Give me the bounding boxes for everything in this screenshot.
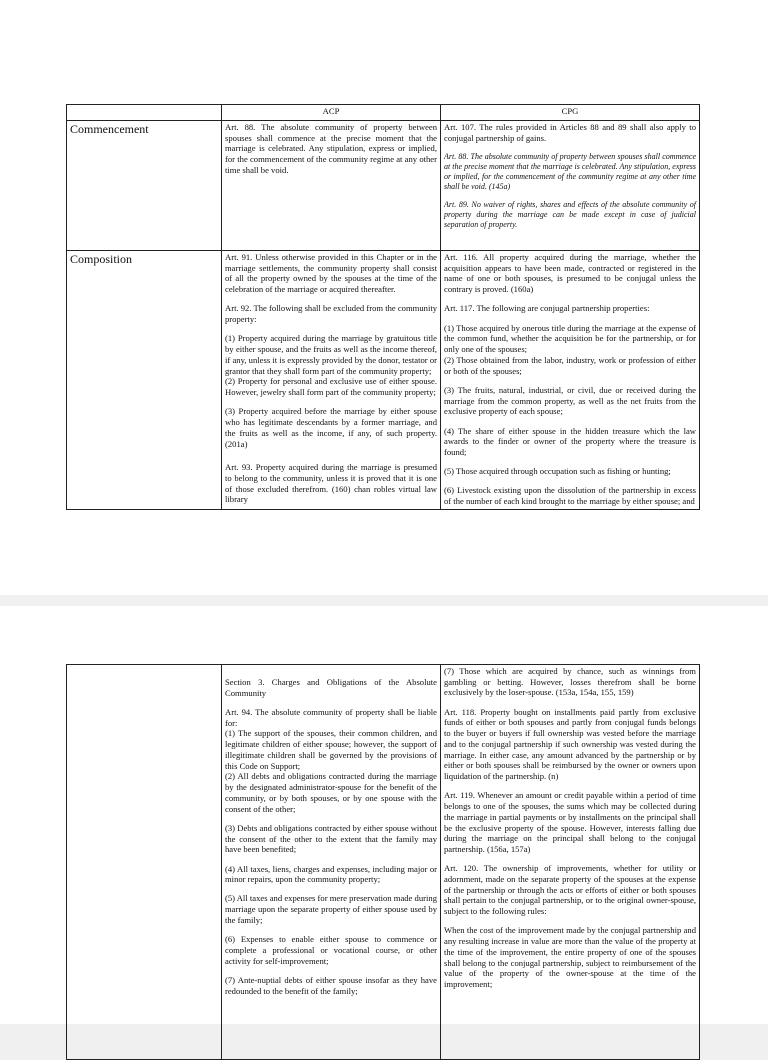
row-label-commencement: Commencement [67,121,222,251]
acp-cell-charges [222,665,441,1060]
acp-art-92-item-3: (3) Property acquired before the marriage by either spouse who has legitimate descendants by a former marriage, and the fruits as well as the income, if any, of such property. (201a) [225,406,437,449]
cpg-art-117-item-3: (3) The fruits, natural, industrial, or civil, due or received during the marriage from the common property, as well as the net fruits from the exclusive property of each spouse; [444,384,696,417]
acp-art-93: Art. 93. Property acquired during the marriage is presumed to belong to the community, unless it is proved that it is one of those excluded therefrom. (160) chan robles virtual law library [225,462,437,505]
row-label-empty [67,665,222,1060]
acp-art-94-item-2: (2) All debts and obligations contracted during the marriage by the designated administrator-spouse for the benefit of the community, or by both spouses, or by one spouse with the consent of the other; [225,771,437,814]
cpg-cell-composition [441,251,700,510]
comparison-table-acp-cpg [66,104,700,510]
acp-art-92: Art. 92. The following shall be excluded from the community property: [225,303,438,325]
acp-section-3-heading: Section 3. Charges and Obligations of the Absolute Community [225,677,437,698]
table-header-row [67,105,700,121]
acp-art-94: Art. 94. The absolute community of property shall be liable for: [225,706,437,728]
header-cell-cpg: CPG [441,105,700,121]
cpg-art-118: Art. 118. Property bought on installments paid partly from exclusive funds of either or both spouses and partly from conjugal funds belongs to the buyer or buyers if full ownership was vested before the marriage and to the conjugal partnership if such ownership was vested during the marriage. In either case, any amount advanced by the partnership or by either or both spouses shall be reimbursed by the owner or owners upon liquidation of the partnership. (n) [444,706,696,782]
table-row-continued [67,665,700,1060]
cpg-art-120-rule: When the cost of the improvement made by the conjugal partnership and any resulting increase in value are more than the value of the property at the time of the improvement, the entire property of one of the spouses shall belong to the conjugal partnership, subject to reimbursement of the value of the property of the owner-spouse at the time of the improvement; [444,925,696,990]
cpg-art-117: Art. 117. The following are conjugal partnership properties: [444,303,650,314]
acp-cell-composition [222,251,441,510]
acp-art-94-item-3: (3) Debts and obligations contracted by either spouse without the consent of the other to the extent that the family may have been benefited; [225,822,437,855]
acp-art-94-item-7: (7) Ante-nuptial debts of either spouse insofar as they have redounded to the benefit of the family; [225,974,437,996]
cpg-art-116: Art. 116. All property acquired during the marriage, whether the acquisition appears to have been made, contracted or registered in the name of one or both spouses, is presumed to be conjugal unless the contrary is proved. (160a) [444,252,696,295]
comparison-table-continued [66,664,700,1060]
acp-art-91: Art. 91. Unless otherwise provided in this Chapter or in the marriage settlements, the community property shall consist of all the property owned by the spouses at the time of the celebration of the marriage or acquired thereafter. [225,252,437,295]
cpg-art-117-item-7: (7) Those which are acquired by chance, such as winnings from gambling or betting. However, losses therefrom shall be borne exclusively by the loser-spouse. (153a, 154a, 155, 159) [444,666,696,698]
acp-art-88: Art. 88. The absolute community of property between spouses shall commence at the precise moment that the marriage is celebrated. Any stipulation, express or implied, for the commencement of the community regime at any other time shall be void. [225,122,437,175]
document-page-2 [0,606,768,1024]
cpg-quoted-art-88: Art. 88. The absolute community of property between spouses shall commence at the precise moment that the marriage is celebrated. Any stipulation, express or implied, for the commencement of the community regime at any other time shall be void. (145a) [444,151,696,191]
acp-art-92-item-2: (2) Property for personal and exclusive use of either spouse. However, jewelry shall form part of the community property; [225,376,437,398]
cpg-art-119: Art. 119. Whenever an amount or credit payable within a period of time belongs to one of the spouses, the sums which may be collected during the marriage in partial payments or by installments on the principal shall be the exclusive property of the spouse. However, interests falling due during the marriage on the principal shall belong to the conjugal partnership. (156a, 157a) [444,790,696,855]
table-row-composition [67,251,700,510]
table-row-commencement [67,121,700,251]
cpg-art-117-item-5: (5) Those acquired through occupation such as fishing or hunting; [444,466,671,477]
acp-art-94-item-4: (4) All taxes, liens, charges and expenses, including major or minor repairs, upon the community property; [225,863,437,885]
cpg-art-120: Art. 120. The ownership of improvements, whether for utility or adornment, made on the separate property of the spouses at the expense of the partnership or through the acts or efforts of either or both spouses shall pertain to the conjugal partnership, or to the original owner-spouse, subject to the following rules: [444,863,696,917]
row-label-composition: Composition [67,251,222,510]
cpg-cell-commencement [441,121,700,251]
cpg-cell-continued [441,665,700,1060]
acp-cell-commencement [222,121,441,251]
header-cell-acp: ACP [222,105,441,121]
cpg-art-117-item-1: (1) Those acquired by onerous title during the marriage at the expense of the common fund, whether the acquisition be for the partnership, or for only one of the spouses; [444,322,696,355]
cpg-art-117-item-2: (2) Those obtained from the labor, industry, work or profession of either or both of the spouses; [444,354,696,376]
acp-art-94-item-6: (6) Expenses to enable either spouse to commence or complete a professional or vocational course, or other activity for self-improvement; [225,934,437,966]
acp-art-92-item-1: (1) Property acquired during the marriage by gratuitous title by either spouse, and the fruits as well as the income thereof, if any, unless it is expressly provided by the donor, testator or grantor that they shall form part of the community property; [225,333,437,376]
header-cell-blank [67,105,222,121]
cpg-quoted-art-89: Art. 89. No waiver of rights, shares and effects of the absolute community of property during the marriage can be made except in case of judicial separation of property. [444,200,696,230]
cpg-art-117-item-6: (6) Livestock existing upon the dissolution of the partnership in excess of the number of each kind brought to the marriage by either spouse; and [444,485,696,507]
cpg-art-117-item-4: (4) The share of either spouse in the hidden treasure which the law awards to the finder or owner of the property where the treasure is found; [444,425,696,458]
acp-art-94-item-5: (5) All taxes and expenses for mere preservation made during marriage upon the separate property of either spouse used by the family; [225,893,437,925]
cpg-art-107: Art. 107. The rules provided in Articles 88 and 89 shall also apply to conjugal partnership of gains. [444,122,696,143]
acp-art-94-item-1: (1) The support of the spouses, their common children, and legitimate children of either spouse; however, the support of illegitimate children shall be governed by the provisions of this Code on Support; [225,728,437,771]
